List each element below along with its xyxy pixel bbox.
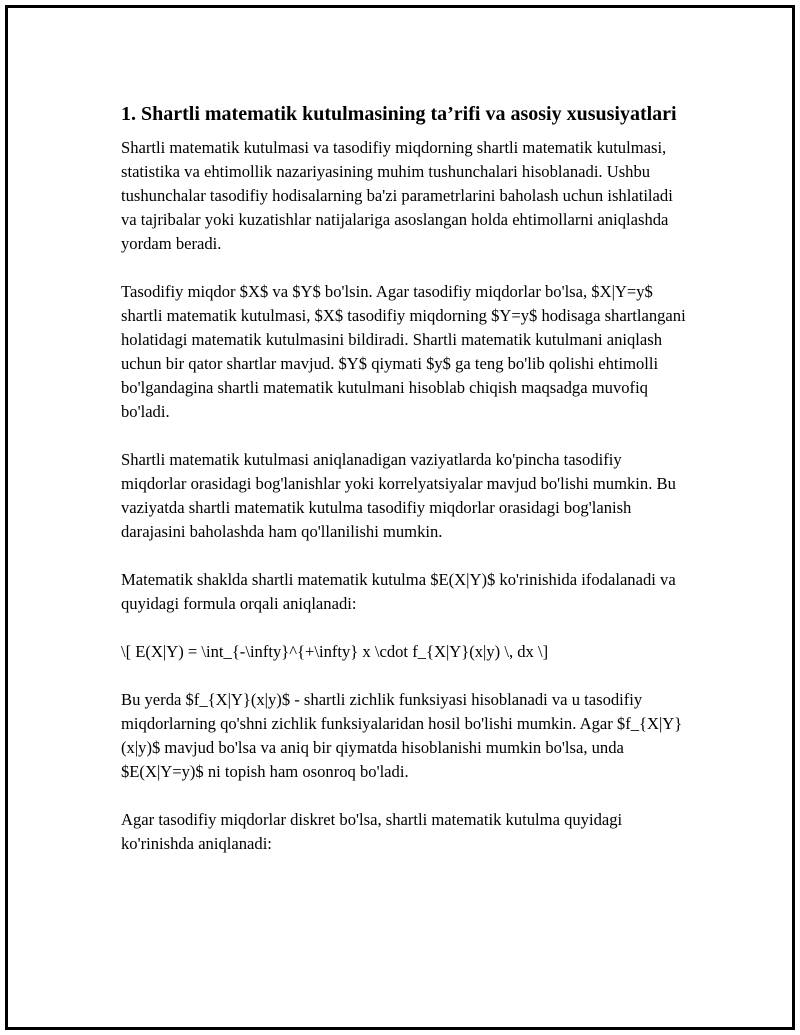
paragraph-density: Bu yerda $f_{X|Y}(x|y)$ - shartli zichlik funksiyasi hisoblanadi va u tasodifiy miqdorlarning qo'shni zichlik funksiyalaridan hosil bo'lishi mumkin. Agar $f_{X|Y}(x|y)$ mavjud bo'lsa va aniq bir qiymatda hisoblanishi mumkin bo'lsa, unda $E(X|Y=y)$ ni topish ham osonroq bo'ladi. [121,690,683,781]
page-frame [5,5,795,1030]
paragraph-correlations: Shartli matematik kutulmasi aniqlanadigan vaziyatlarda ko'pincha tasodifiy miqdorlar orasidagi bog'lanishlar yoki korrelyatsiyalar mavjud bo'lishi mumkin. Bu vaziyatda shartli matematik kutulma tasodifiy miqdorlar orasidagi bog'lanish darajasini baholashda ham qo'llanilishi mumkin. [121,450,676,541]
formula-line: \[ E(X|Y) = \int_{-\infty}^{+\infty} x \cdot f_{X|Y}(x|y) \, dx \] [121,642,549,661]
section-heading: 1. Shartli matematik kutulmasining ta’rifi va asosiy xususiyatlari [121,103,677,125]
paragraph-discrete: Agar tasodifiy miqdorlar diskret bo'lsa, shartli matematik kutulma quyidagi ko'rinishda aniqlanadi: [121,810,623,853]
paragraph-random-variables: Tasodifiy miqdor $X$ va $Y$ bo'lsin. Agar tasodifiy miqdorlar bo'lsa, $X|Y=y$ shartli matematik kutulmasi, $X$ tasodifiy miqdorning $Y=y$ hodisaga shartlangani holatidagi matematik kutulmasini bildiradi. Shartli matematik kutulmani aniqlash uchun bir qator shartlar mavjud. $Y$ qiymati $y$ ga teng bo'lib qolishi ehtimolli bo'lgandagina shartli matematik kutulmani hisoblab chiqish maqsadga muvofiq bo'ladi. [121,282,686,421]
paragraph-formula-intro: Matematik shaklda shartli matematik kutulma $E(X|Y)$ ko'rinishida ifodalanadi va quyidagi formula orqali aniqlanadi: [121,570,676,613]
paragraph-definition: Shartli matematik kutulmasi va tasodifiy miqdorning shartli matematik kutulmasi, statistika va ehtimollik nazariyasining muhim tushunchalari hisoblanadi. Ushbu tushunchalar tasodifiy hodisalarning ba'zi parametrlarini baholash uchun ishlatiladi va tajribalar yoki kuzatishlar natijalariga asoslangan holda ehtimollarni aniqlashda yordam beradi. [121,138,673,253]
document-body [121,100,691,856]
